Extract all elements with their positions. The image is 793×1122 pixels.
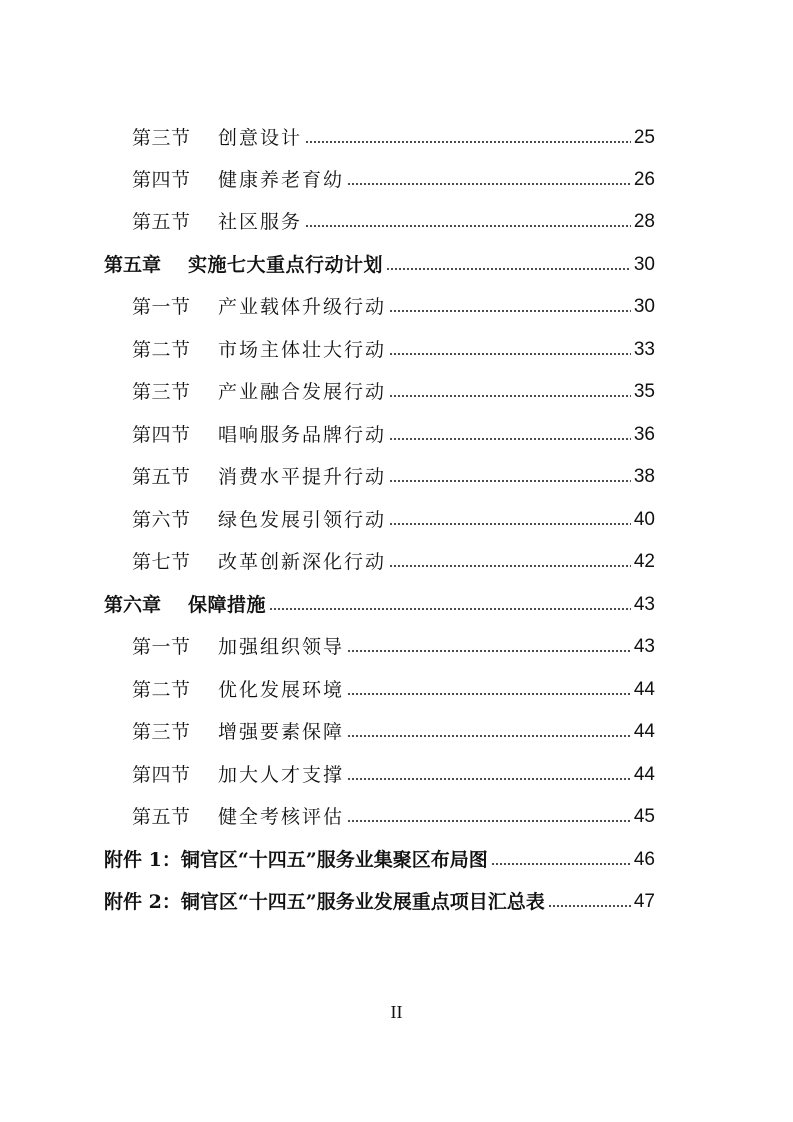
toc-entry-chapter[interactable] [104, 585, 655, 617]
section-title: 改革创新深化行动 [218, 551, 387, 573]
dot-leader [389, 437, 631, 441]
section-title: 增强要素保障 [218, 721, 345, 743]
toc-entry-section[interactable] [132, 797, 655, 829]
dot-leader [305, 140, 631, 144]
toc-entry-section[interactable] [132, 372, 655, 404]
chapter-title: 实施七大重点行动计划 [188, 254, 384, 276]
dot-leader [347, 649, 631, 653]
section-title: 健康养老育幼 [218, 169, 345, 191]
dot-leader [389, 394, 631, 398]
section-number: 第二节 [132, 679, 191, 701]
section-number: 第三节 [132, 127, 191, 149]
toc-entry-section[interactable] [132, 287, 655, 319]
toc-entry-appendix[interactable] [104, 882, 655, 914]
page-ref: 44 [633, 721, 655, 742]
section-title: 社区服务 [218, 211, 303, 233]
toc-entry-section[interactable] [132, 627, 655, 659]
page-number: II [390, 1002, 403, 1022]
dot-leader [389, 479, 631, 483]
dot-leader [347, 692, 631, 696]
section-number: 第一节 [132, 296, 191, 318]
dot-leader [491, 862, 631, 866]
toc-entry-section[interactable] [132, 542, 655, 574]
section-number: 第三节 [132, 721, 191, 743]
section-number: 第六节 [132, 509, 191, 531]
page-ref: 42 [633, 551, 655, 572]
section-number: 第三节 [132, 381, 191, 403]
section-number: 第二节 [132, 339, 191, 361]
section-title: 加大人才支撑 [218, 764, 345, 786]
dot-leader [389, 564, 631, 568]
chapter-title: 保障措施 [188, 594, 267, 616]
section-number: 第五节 [132, 806, 191, 828]
toc-entry-section[interactable] [132, 202, 655, 234]
dot-leader [347, 734, 631, 738]
dot-leader [386, 267, 631, 271]
section-number: 第四节 [132, 764, 191, 786]
toc-entry-appendix[interactable] [104, 840, 655, 872]
page-ref: 44 [633, 764, 655, 785]
dot-leader [347, 819, 631, 823]
section-title: 产业载体升级行动 [218, 296, 387, 318]
toc-entry-section[interactable] [132, 712, 655, 744]
toc-entry-section[interactable] [132, 160, 655, 192]
chapter-number: 第五章 [104, 254, 162, 276]
page-ref: 26 [633, 169, 655, 190]
section-number: 第五节 [132, 211, 191, 233]
toc-entry-section[interactable] [132, 500, 655, 532]
section-title: 唱响服务品牌行动 [218, 424, 387, 446]
section-title: 优化发展环境 [218, 679, 345, 701]
page-ref: 46 [633, 849, 655, 870]
section-number: 第四节 [132, 424, 191, 446]
section-title: 创意设计 [218, 127, 303, 149]
page-ref: 25 [633, 127, 655, 148]
section-number: 第四节 [132, 169, 191, 191]
page-ref: 30 [633, 254, 655, 275]
page-ref: 30 [633, 296, 655, 317]
page-ref: 47 [633, 891, 655, 912]
page-ref: 33 [633, 339, 655, 360]
appendix-title: 附件 1：铜官区“十四五”服务业集聚区布局图 [104, 849, 488, 871]
page-ref: 43 [633, 636, 655, 657]
page-ref: 44 [633, 679, 655, 700]
toc-entry-chapter[interactable] [104, 245, 655, 277]
dot-leader [389, 309, 631, 313]
toc-entry-section[interactable] [132, 415, 655, 447]
section-number: 第一节 [132, 636, 191, 658]
section-title: 绿色发展引领行动 [218, 509, 387, 531]
dot-leader [389, 522, 631, 526]
appendix-title: 附件 2：铜官区“十四五”服务业发展重点项目汇总表 [104, 891, 545, 913]
page-ref: 45 [633, 806, 655, 827]
page-ref: 40 [633, 509, 655, 530]
dot-leader [269, 607, 631, 611]
section-title: 加强组织领导 [218, 636, 345, 658]
toc-entry-section[interactable] [132, 457, 655, 489]
section-title: 产业融合发展行动 [218, 381, 387, 403]
section-number: 第七节 [132, 551, 191, 573]
section-title: 健全考核评估 [218, 806, 345, 828]
toc-entry-section[interactable] [132, 330, 655, 362]
page-ref: 38 [633, 466, 655, 487]
section-title: 市场主体壮大行动 [218, 339, 387, 361]
section-number: 第五节 [132, 466, 191, 488]
page-ref: 43 [633, 594, 655, 615]
chapter-number: 第六章 [104, 594, 162, 616]
page-ref: 35 [633, 381, 655, 402]
toc-entry-section[interactable] [132, 670, 655, 702]
dot-leader [305, 224, 631, 228]
dot-leader [347, 182, 631, 186]
section-title: 消费水平提升行动 [218, 466, 387, 488]
page-ref: 28 [633, 211, 655, 232]
dot-leader [548, 904, 631, 908]
page-ref: 36 [633, 424, 655, 445]
toc-entry-section[interactable] [132, 118, 655, 150]
toc-entry-section[interactable] [132, 755, 655, 787]
dot-leader [347, 777, 631, 781]
dot-leader [389, 352, 631, 356]
